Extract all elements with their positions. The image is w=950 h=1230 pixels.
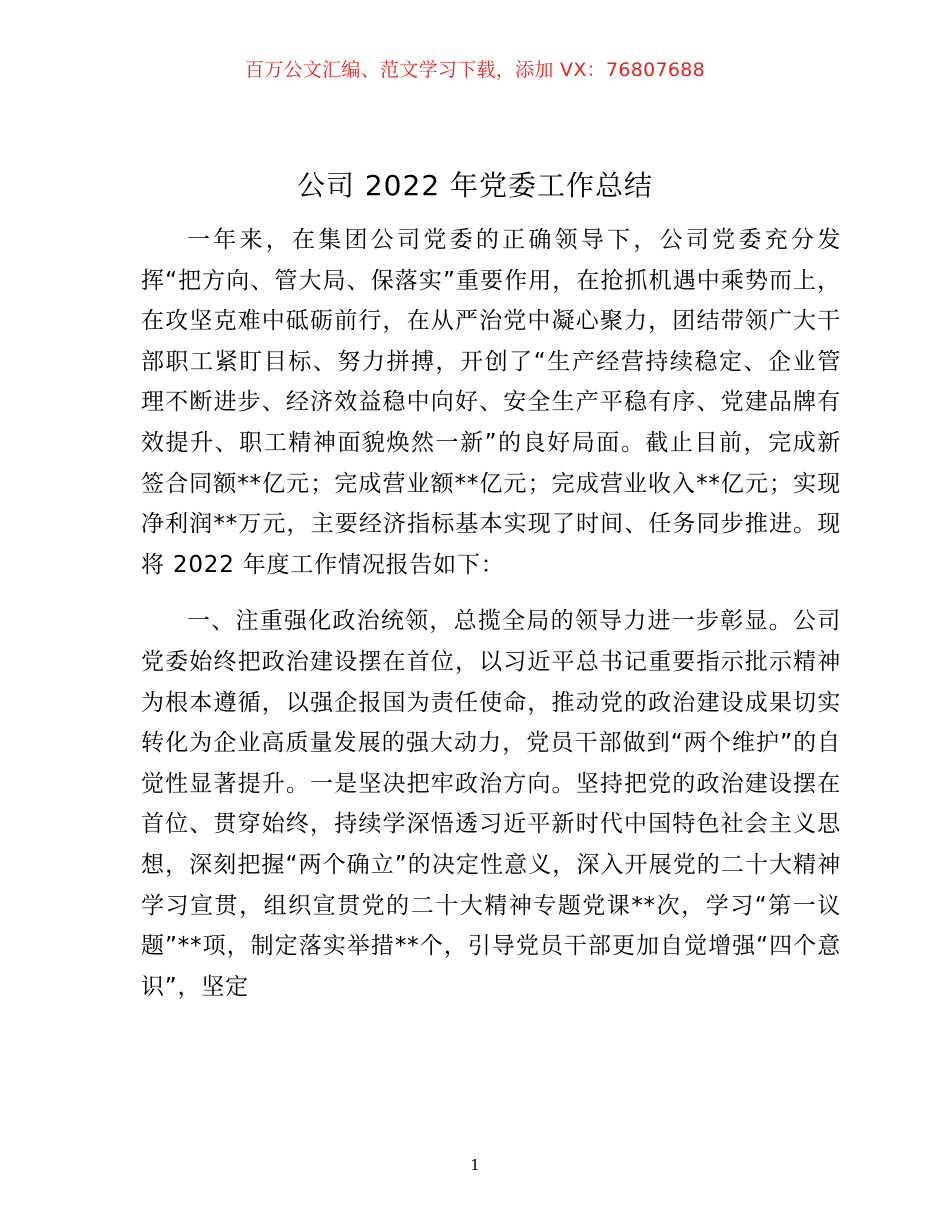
paragraph-section-one: 一、注重强化政治统领，总揽全局的领导力进一步彰显。公司党委始终把政治建设摆在首位，以习近平总书记重要指示批示精神为根本遵循，以强企报国为责任使命，推动党的政治建设成果切实转化为企业高质量发展的强大动力，党员干部做到“两个维护”的自觉性显著提升。一是坚决把牢政治方向。坚持把党的政治建设摆在首位、贯穿始终，持续学深悟透习近平新时代中国特色社会主义思想，深刻把握“两个确立”的决定性意义，深入开展党的二十大精神学习宣贯，组织宣贯党的二十大精神专题党课**次，学习“第一议题”**项，制定落实举措**个，引导党员干部更加自觉增强“四个意识”，坚定 [141,608,841,1000]
document-title: 公司 2022 年党委工作总结 [296,169,654,202]
document-body [141,220,841,1007]
page-number: 1 [470,1156,480,1174]
header-banner: 百万公文汇编、范文学习下载，添加 VX：76807688 [244,59,706,81]
paragraph-intro: 一年来，在集团公司党委的正确领导下，公司党委充分发挥“把方向、管大局、保落实”重要作用，在抢抓机遇中乘势而上，在攻坚克难中砥砺前行，在从严治党中凝心聚力，团结带领广大干部职工紧盯目标、努力拼搏，开创了“生产经营持续稳定、企业管理不断进步、经济效益稳中向好、安全生产平稳有序、党建品牌有效提升、职工精神面貌焕然一新”的良好局面。截止目前，完成新签合同额**亿元；完成营业额**亿元；完成营业收入**亿元；实现净利润**万元，主要经济指标基本实现了时间、任务同步推进。现将 2022 年度工作情况报告如下： [141,227,841,578]
